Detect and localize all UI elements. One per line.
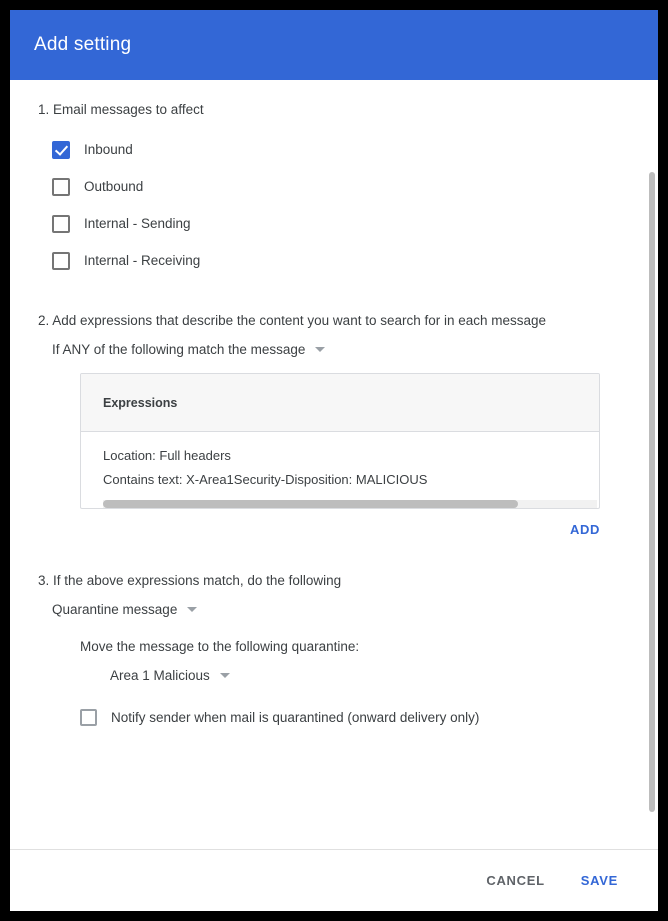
checkbox-row-internal-receiving[interactable]: [38, 242, 630, 279]
add-expression-row: [38, 521, 600, 539]
checkbox-inbound-icon[interactable]: [52, 141, 70, 159]
notify-sender-row[interactable]: [38, 709, 630, 726]
dialog-header: [10, 10, 658, 80]
expressions-card: [80, 373, 600, 509]
dialog-footer: [10, 849, 658, 911]
quarantine-block: [38, 639, 630, 683]
chevron-down-icon[interactable]: [187, 607, 197, 612]
section-email-messages: [38, 102, 630, 279]
section2-title: 2. Add expressions that describe the content you want to search for in each message: [38, 313, 547, 328]
dialog-body: [10, 80, 658, 849]
list-item[interactable]: Location: Full headers: [103, 448, 231, 463]
checkbox-internal-sending-icon[interactable]: [52, 215, 70, 233]
add-expression-button[interactable]: ADD: [570, 522, 600, 537]
dialog-scrollbar-thumb[interactable]: [649, 172, 655, 812]
section-expressions: [38, 313, 630, 539]
add-setting-dialog: [10, 10, 658, 911]
expressions-card-header: [81, 374, 599, 432]
cancel-button[interactable]: CANCEL: [472, 863, 558, 898]
section1-title: 1. Email messages to affect: [38, 102, 204, 117]
checkbox-row-internal-sending[interactable]: [38, 205, 630, 242]
quarantine-select-value: Area 1 Malicious: [110, 668, 210, 683]
chevron-down-icon[interactable]: [220, 673, 230, 678]
page-title: Add setting: [34, 34, 132, 55]
match-type-select[interactable]: [38, 342, 630, 357]
checkbox-internal-sending-label: Internal - Sending: [84, 216, 191, 231]
notify-sender-label: Notify sender when mail is quarantined (onward delivery only): [111, 710, 480, 725]
checkbox-inbound-label: Inbound: [84, 142, 133, 157]
checkbox-row-outbound[interactable]: [38, 168, 630, 205]
checkbox-outbound-icon[interactable]: [52, 178, 70, 196]
list-item[interactable]: Contains text: X-Area1Security-Disposition: MALICIOUS: [103, 472, 428, 487]
action-select[interactable]: [38, 602, 630, 617]
match-type-value: If ANY of the following match the message: [52, 342, 306, 357]
save-button[interactable]: SAVE: [567, 863, 632, 898]
dialog-scrollbar[interactable]: [649, 86, 655, 843]
checkbox-notify-sender-icon[interactable]: [80, 709, 97, 726]
expressions-scrollbar-thumb[interactable]: [103, 500, 518, 508]
chevron-down-icon[interactable]: [315, 347, 325, 352]
expressions-header-label: Expressions: [103, 395, 178, 410]
expressions-card-body: [81, 432, 599, 508]
expressions-horizontal-scrollbar[interactable]: [103, 500, 597, 508]
section3-title: 3. If the above expressions match, do the following: [38, 573, 342, 588]
action-select-value: Quarantine message: [52, 602, 178, 617]
quarantine-label: Move the message to the following quarantine:: [80, 639, 360, 654]
section-actions: [38, 573, 630, 726]
checkbox-outbound-label: Outbound: [84, 179, 144, 194]
checkbox-row-inbound[interactable]: [38, 131, 630, 168]
quarantine-select[interactable]: [80, 668, 630, 683]
checkbox-internal-receiving-label: Internal - Receiving: [84, 253, 201, 268]
checkbox-internal-receiving-icon[interactable]: [52, 252, 70, 270]
